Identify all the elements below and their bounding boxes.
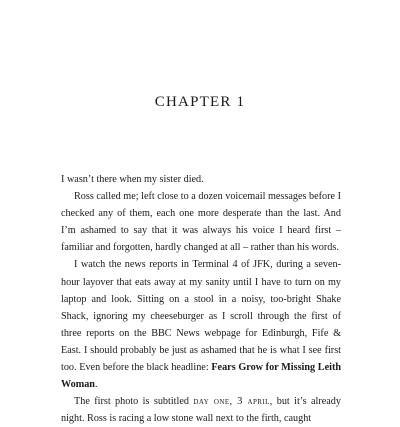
paragraph-2: Ross called me; left close to a dozen voicemail messages before I checked any of them, each one more desperate than the last. And I’m ashamed to say that it was always his voice I heard first – familiar and forgotten, hardly changed at all – rather than his words. (61, 191, 341, 254)
news-headline: Fears Grow for Missing Leith Woman (61, 362, 342, 391)
paragraph-4-rest: , but it’s already night. Ross is racing a low stone wall next to the firth, caught (61, 396, 341, 425)
photo-subtitle: day one, 3 april (193, 396, 270, 408)
chapter-body (61, 171, 341, 427)
paragraph-3-end: . (94, 379, 98, 391)
paragraph-1: I wasn’t there when my sister died. (61, 174, 204, 185)
paragraph-4 (61, 393, 341, 427)
paragraph-3-text: I watch the news reports in Terminal 4 of JFK, during a seven-hour layover that eats away at my sanity until I have to turn on my laptop and look. Sitting on a stool in a noisy, too-bright Shake Shack, ignoring my cheeseburger as I scroll through the first of three reports on the BBC News webpage for Edinburgh, Fife & East. I should probably be just as ashamed that he is what I see first too. Even before the black headline: (61, 259, 341, 374)
paragraph-4-start: The first photo is subtitled (74, 396, 194, 408)
paragraph-3 (61, 256, 341, 393)
chapter-heading: CHAPTER 1 (154, 94, 246, 110)
